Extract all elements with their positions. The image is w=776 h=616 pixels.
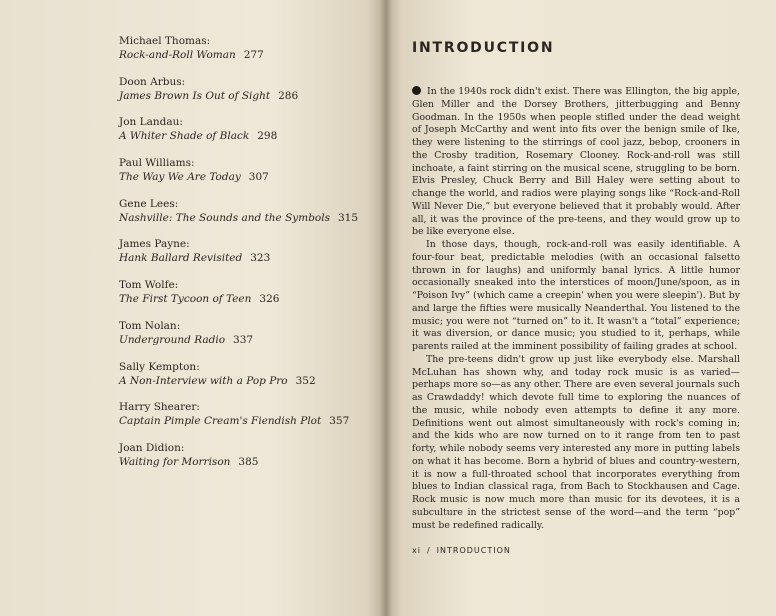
contents-entry (119, 75, 369, 116)
entry-line (119, 211, 369, 225)
contents-entry (119, 441, 369, 482)
entry-title: Hank Ballard Revisited (119, 252, 243, 265)
entry-page-number: 323 (250, 252, 271, 265)
entry-author: James Payne: (119, 238, 190, 251)
entry-title: The Way We Are Today (119, 171, 241, 184)
contents-entry (119, 156, 369, 197)
entry-line (119, 414, 369, 428)
entry-page-number: 286 (278, 89, 299, 102)
contents-entry (119, 115, 369, 156)
intro-paragraph-1-text: In the 1940s rock didn't exist. There was Ellington, the big apple, Glen Miller and the Dorsey Brothers, jitterbugging and Benny Goodman. In the 1950s when people stifled under the dead weight of Joseph McCarthy and went into fits over the benign smile of Ike, they were listening to the stirrings of cool jazz, bebop, crooners in the Crosby tradition, Rosemary Clooney. Rock-and-roll was still inchoate, a faint stirring on the musical scene, struggling to be born. Elvis Presley, Chuck Berry and Bill Haley were setting about to change the world, and radios were playing songs like “Rock-and-Roll Will Never Die,” but everyone believed that it probably would. After all, it was the province of the pre-teens, and they would grow up to be like everyone else. (412, 86, 740, 238)
entry-author: Tom Nolan: (119, 319, 181, 332)
entry-author: Joan Didion: (119, 441, 185, 454)
contents-entry (119, 197, 369, 238)
entry-page-number: 352 (295, 374, 316, 387)
entry-title: Rock-and-Roll Woman (119, 49, 236, 61)
entry-author: Paul Williams: (119, 157, 195, 170)
running-head: INTRODUCTION (436, 546, 511, 555)
intro-heading: INTRODUCTION (412, 40, 555, 56)
entry-line (119, 374, 369, 388)
entry-line (119, 129, 369, 143)
entry-page-number: 357 (329, 415, 350, 428)
entry-title: Captain Pimple Cream's Fiendish Plot (119, 415, 322, 428)
contents-entry (119, 400, 369, 441)
entry-line (119, 48, 369, 62)
bullet-icon (412, 86, 421, 95)
entry-author: Tom Wolfe: (119, 279, 179, 292)
entry-author: Jon Landau: (119, 116, 183, 129)
entry-line (119, 89, 369, 103)
entry-author: Harry Shearer: (119, 401, 200, 414)
entry-page-number: 385 (238, 455, 259, 468)
entry-title: James Brown Is Out of Sight (119, 89, 271, 102)
entry-title: A Whiter Shade of Black (119, 130, 250, 143)
entry-line (119, 170, 369, 184)
entry-title: The First Tycoon of Teen (119, 293, 252, 306)
intro-paragraph-3: The pre-teens didn't grow up just like everybody else. Marshall McLuhan has shown why, and today rock music is as varied—perhaps more so—as any other. There are even several journals such as Crawdaddy! which devote full time to exploring the nuances of the music, while nobody even attempts to define it any more. Definitions went out almost simultaneously with rock's coming in; and the kids who are now turned on to it range from ten to past forty, while nobody seems very interested any more in putting labels on what it has become. Born a hybrid of blues and country-western, it is now a full-throated school that incorporates everything from blues to Indian classical raga, from Bach to Stockhausen and Cage. Rock music is now much more than music for its devotees, it is a subculture in the strictest sense of the word—and the term “pop” must be redefined radically. (412, 353, 740, 531)
contents-entry (119, 237, 369, 278)
entry-line (119, 251, 369, 265)
entry-page-number: 277 (243, 49, 264, 61)
entry-title: Underground Radio (119, 333, 226, 346)
entry-author: Gene Lees: (119, 197, 179, 210)
footer-separator: / (426, 546, 431, 555)
entry-page-number: 307 (248, 171, 269, 184)
contents-list (119, 34, 369, 482)
contents-entry (119, 278, 369, 319)
entry-page-number: 315 (337, 211, 359, 224)
page-footer (412, 546, 511, 555)
entry-line (119, 333, 369, 347)
entry-page-number: 298 (257, 130, 278, 143)
entry-title: Waiting for Morrison (119, 455, 231, 468)
entry-page-number: 337 (233, 333, 254, 346)
contents-entry (119, 360, 369, 401)
entry-author: Michael Thomas: (119, 35, 211, 47)
contents-entry (119, 34, 369, 75)
entry-line (119, 292, 369, 306)
entry-title: A Non-Interview with a Pop Pro (119, 374, 288, 387)
entry-author: Doon Arbus: (119, 75, 186, 88)
entry-line (119, 455, 369, 469)
book-gutter (380, 0, 392, 616)
intro-body (412, 86, 740, 532)
intro-paragraph-2: In those days, though, rock-and-roll was easily identifiable. A four-four beat, predictable melodies (with an occasional falsetto thrown in for laughs) and uniformly banal lyrics. A little humor occasionally sneaked into the interstices of moon/June/spoon, as in “Poison Ivy” (which came a creepin' when you were sleepin'). But by and large the fifties were musically Neanderthal. You listened to the music; you were not “turned on” to it. It wasn't a “total” experience; it was diversion, or dance music; you studied to it, perhaps, while parents railed at the imminent possibility of failing grades at school. (412, 239, 740, 352)
entry-title: Nashville: The Sounds and the Symbols (119, 211, 330, 224)
contents-entry (119, 319, 369, 360)
entry-author: Sally Kempton: (119, 360, 200, 373)
entry-page-number: 326 (259, 293, 280, 306)
folio: xi (412, 546, 421, 555)
intro-paragraph-1 (412, 86, 740, 239)
